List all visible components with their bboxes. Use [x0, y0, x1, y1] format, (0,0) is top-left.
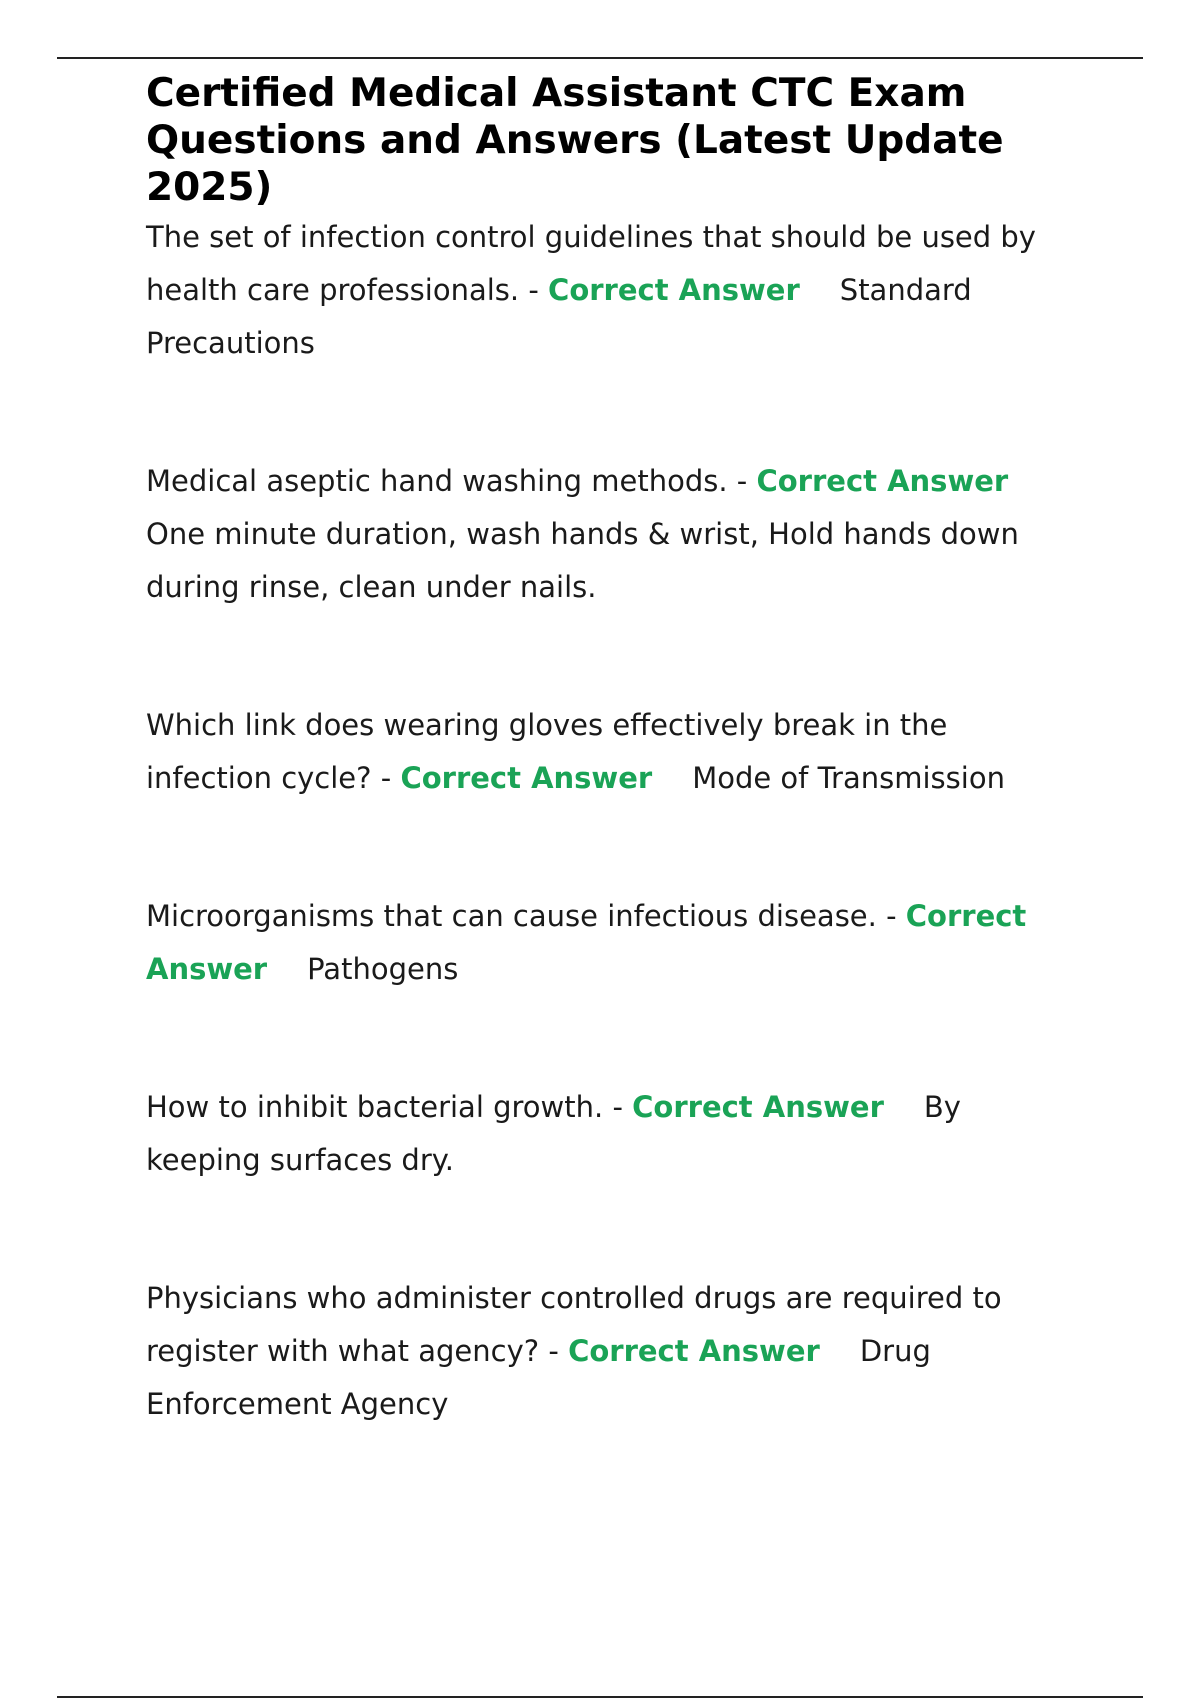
document-title: Certified Medical Assistant CTC Exam Questions and Answers (Latest Update 2025)	[146, 71, 1004, 210]
question-text: The set of infection control guidelines that should be used by health care professionals. -	[146, 220, 1036, 307]
qa-item	[146, 211, 1076, 370]
qa-item	[146, 1272, 1076, 1431]
answer-text: Standard Precautions	[146, 273, 972, 360]
answer-text: Pathogens	[307, 952, 459, 986]
correct-answer-label: Correct Answer	[632, 1090, 884, 1124]
correct-answer-label: Correct Answer	[568, 1334, 820, 1368]
answer-text: By keeping surfaces dry.	[146, 1090, 961, 1177]
correct-answer-label: Correct Answer	[756, 464, 1009, 498]
correct-answer-label: Correct Answer	[146, 899, 1027, 986]
answer-text: Mode of Transmission	[692, 761, 1005, 795]
question-text: Microorganisms that can cause infectious disease. -	[146, 899, 897, 933]
qa-item	[146, 455, 1076, 614]
header-rule	[57, 57, 1143, 59]
question-text: How to inhibit bacterial growth. -	[146, 1090, 623, 1124]
correct-answer-label: Correct Answer	[548, 273, 800, 307]
correct-answer-label: Correct Answer	[400, 761, 653, 795]
qa-item	[146, 890, 1076, 996]
footer-rule	[57, 1696, 1143, 1698]
question-text: Which link does wearing gloves effectively break in the infection cycle? -	[146, 708, 948, 795]
document-body	[146, 70, 1076, 1431]
question-text: Physicians who administer controlled drugs are required to register with what agency? -	[146, 1281, 1002, 1368]
question-text: Medical aseptic hand washing methods. -	[146, 464, 748, 498]
answer-text: One minute duration, wash hands & wrist, Hold hands down during rinse, clean under nails.	[146, 517, 1019, 604]
qa-item	[146, 699, 1076, 805]
answer-text: Drug Enforcement Agency	[146, 1334, 931, 1421]
qa-item	[146, 1081, 1076, 1187]
